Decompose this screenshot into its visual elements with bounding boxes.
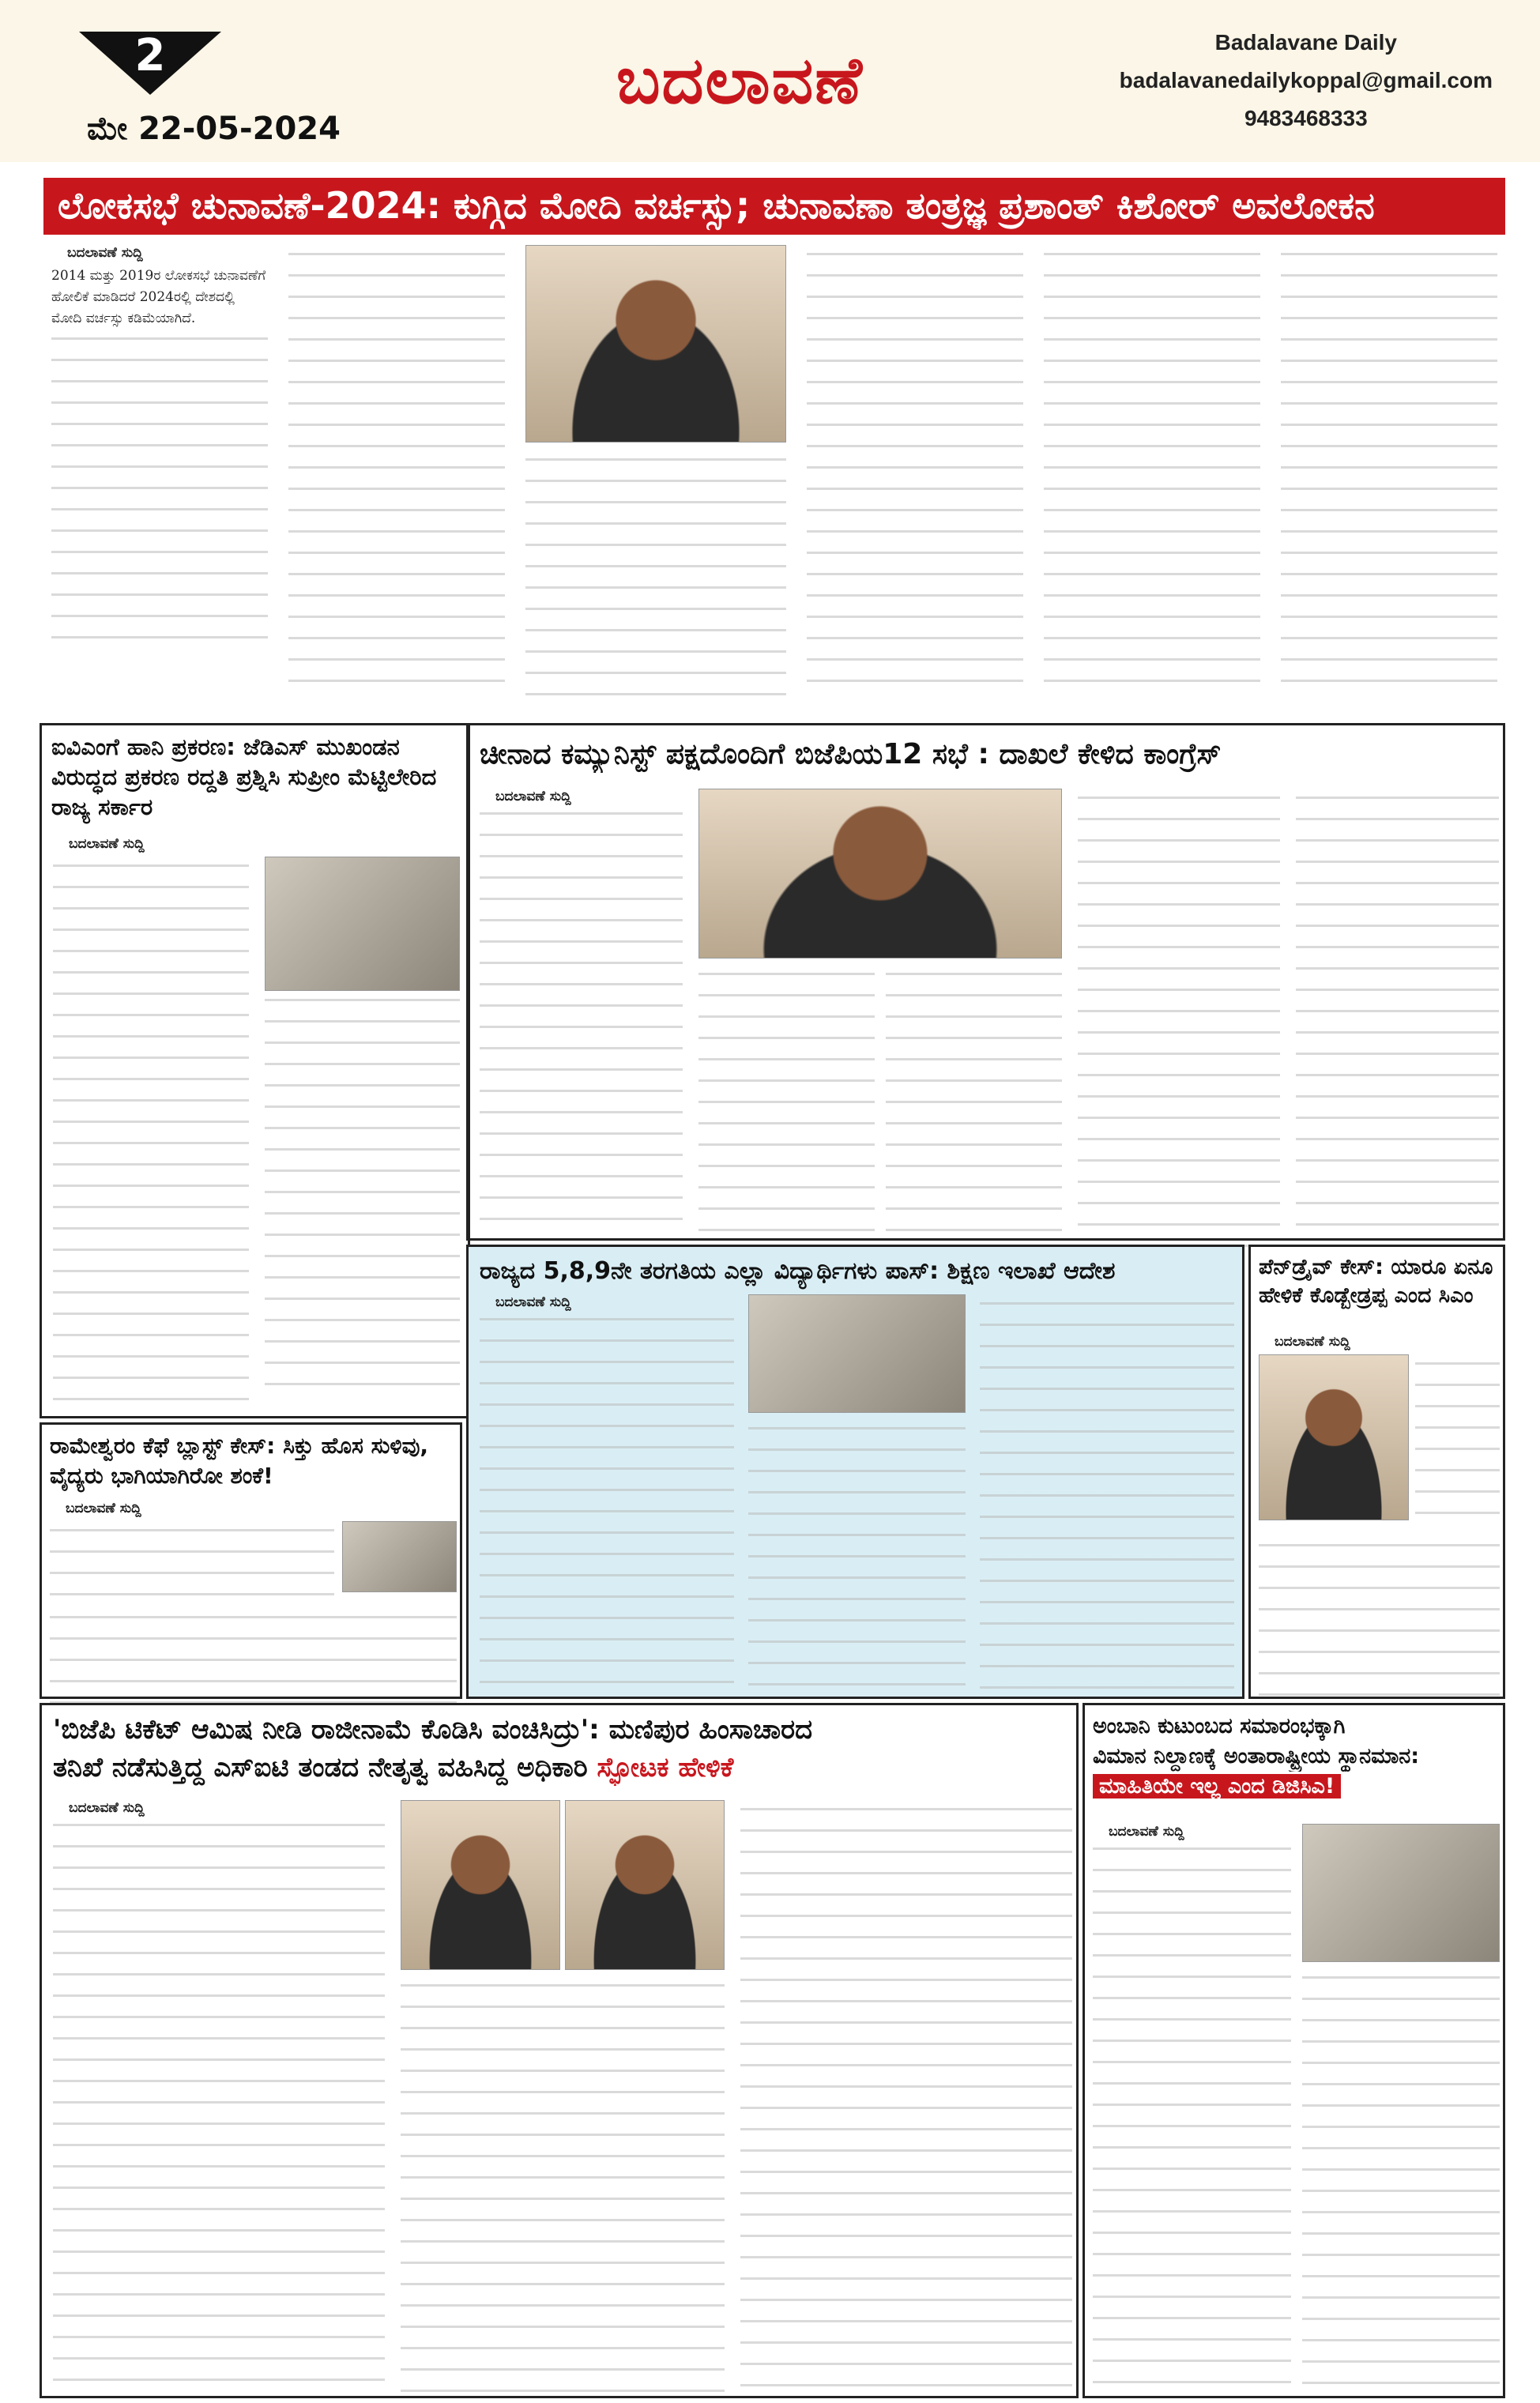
cafe-byline: ಬದಲಾವಣೆ ಸುದ್ದಿ (66, 1501, 141, 1516)
school-story (466, 1245, 1244, 1699)
evm-byline: ಬದಲಾವಣೆ ಸುದ್ದಿ (69, 836, 145, 852)
lead-byline: ಬದಲಾವಣೆ ಸುದ್ದಿ (67, 245, 143, 261)
lead-intro: 2014 ಮತ್ತು 2019ರ ಲೋಕಸಭೆ ಚುನಾವಣೆಗೆ ಹೋಲಿಕೆ ಮಾಡಿದರೆ 2024ರಲ್ಲಿ ದೇಶದಲ್ಲಿ ಮೋದಿ ವರ್ಚಸ್ಸು ಕಡಿಮೆಯಾಗಿದೆ. (51, 268, 266, 326)
pendrive-story (1248, 1245, 1505, 1699)
china-headline: ಚೀನಾದ ಕಮ್ಯುನಿಸ್ಟ್ ಪಕ್ಷದೊಂದಿಗೆ ಬಿಜೆಪಿಯ12 ಸಭೆ : ದಾಖಲೆ ಕೇಳಿದ ಕಾಂಗ್ರೆಸ್ (480, 738, 1222, 770)
airport-body (1093, 1824, 1500, 2403)
manipur-byline: ಬದಲಾವಣೆ ಸುದ್ದಿ (69, 1800, 145, 1816)
newspaper-logo: ಬದಲಾವಣೆ (616, 43, 864, 119)
lead-col-5 (1044, 245, 1260, 707)
cafe-headline: ರಾಮೇಶ್ವರಂ ಕೆಫೆ ಬ್ಲಾಸ್ಟ್ ಕೇಸ್: ಸಿಕ್ತು ಹೊಸ ಸುಳಿವು, ವೈದ್ಯರು ಭಾಗಿಯಾಗಿರೋ ಶಂಕೆ! (50, 1433, 429, 1489)
manipur-body (53, 1800, 1072, 2403)
cafe-photo (342, 1521, 457, 1592)
evm-body (53, 836, 460, 1418)
lead-article (51, 245, 1497, 707)
airport-headline-highlight: ಮಾಹಿತಿಯೇ ಇಲ್ಲ ಎಂದ ಡಿಜಿಸಿಎ! (1093, 1774, 1341, 1798)
school-headline: ರಾಜ್ಯದ 5,8,9ನೇ ತರಗತಿಯ ಎಲ್ಲಾ ವಿದ್ಯಾರ್ಥಿಗಳು ಪಾಸ್: ಶಿಕ್ಷಣ ಇಲಾಖೆ ಆದೇಶ (480, 1257, 1116, 1285)
evm-headline: ಐವಿಎಂಗೆ ಹಾನಿ ಪ್ರಕರಣ: ಜೆಡಿಎಸ್ ಮುಖಂಡನ ವಿರುದ್ಧದ ಪ್ರಕರಣ ರದ್ದತಿ ಪ್ರಶ್ನಿಸಿ ಸುಪ್ರೀಂ ಮೆಟ್ಟಿಲೇರಿದ ರಾಜ್ಯ ಸರ್ಕಾರ (51, 733, 437, 820)
pendrive-byline: ಬದಲಾವಣೆ ಸುದ್ದಿ (1275, 1334, 1350, 1350)
issue-date: ಮೇ 22-05-2024 (87, 111, 341, 147)
school-byline: ಬದಲಾವಣೆ ಸುದ್ದಿ (495, 1294, 571, 1310)
cafe-blast-story (40, 1422, 462, 1699)
manipur-headline-1: 'ಬಿಜೆಪಿ ಟಿಕೆಟ್ ಆಮಿಷ ನೀಡಿ ರಾಜೀನಾಮೆ ಕೊಡಿಸಿ ವಂಚಿಸಿದ್ರು': ಮಣಿಪುರ ಹಿಂಸಾಚಾರದ (53, 1714, 813, 1746)
lead-col-6 (1281, 245, 1497, 707)
contact-email[interactable]: badalavanedailykoppal@gmail.com (1119, 68, 1493, 92)
china-story (466, 723, 1505, 1241)
school-children-photo (748, 1294, 966, 1413)
airport-headline-2: ವಿಮಾನ ನಿಲ್ದಾಣಕ್ಕೆ ಅಂತಾರಾಷ್ಟ್ರೀಯ ಸ್ಥಾನಮಾನ: (1093, 1744, 1420, 1768)
paper-name: Badalavane Daily (1214, 30, 1397, 55)
china-body (480, 789, 1499, 1255)
china-byline: ಬದಲಾವಣೆ ಸುದ್ದಿ (495, 789, 571, 804)
cafe-body (50, 1501, 457, 1711)
lead-col-1 (51, 245, 268, 707)
airport-headline (1093, 1712, 1500, 1802)
pawan-khera-photo (698, 789, 1062, 959)
lead-photo-col (525, 245, 786, 707)
jamnagar-airport-photo (1302, 1824, 1500, 1962)
manipur-story (40, 1703, 1079, 2398)
contact-info (1120, 24, 1493, 137)
lead-col-4 (807, 245, 1023, 707)
airport-byline: ಬದಲಾವಣೆ ಸುದ್ದಿ (1109, 1824, 1184, 1840)
manipur-headline-highlight: ಸ್ಫೋಟಕ ಹೇಳಿಕೆ (597, 1752, 734, 1783)
sit-officer-photo (401, 1800, 560, 1970)
manipur-headline-2 (53, 1750, 1072, 1786)
school-body (480, 1294, 1234, 1705)
siddaramaiah-photo (1259, 1354, 1409, 1520)
airport-headline-1: ಅಂಬಾನಿ ಕುಟುಂಬದ ಸಮಾರಂಭಕ್ಕಾಗಿ (1093, 1714, 1346, 1738)
evm-story (40, 723, 470, 1418)
airport-story (1083, 1703, 1505, 2398)
pendrive-body (1259, 1334, 1500, 1710)
himanta-photo (565, 1800, 725, 1970)
supreme-court-photo (265, 857, 461, 991)
contact-phone: 9483468333 (1244, 106, 1368, 130)
pendrive-headline: ಪೆನ್‌ಡ್ರೈವ್ ಕೇಸ್: ಯಾರೂ ಏನೂ ಹೇಳಿಕೆ ಕೊಡ್ಬೇಡ್ರಪ್ಪ ಎಂದ ಸಿಎಂ (1259, 1255, 1493, 1308)
page-number: 2 (134, 30, 166, 81)
lead-headline: ಲೋಕಸಭೆ ಚುನಾವಣೆ-2024: ಕುಗ್ಗಿದ ಮೋದಿ ವರ್ಚಸ್ಸು; ಚುನಾವಣಾ ತಂತ್ರಜ್ಞ ಪ್ರಶಾಂತ್ ಕಿಶೋರ್ ಅವಲೋಕನ (43, 178, 1505, 235)
masthead (0, 0, 1540, 162)
manipur-headline-2-text: ತನಿಖೆ ನಡೆಸುತ್ತಿದ್ದ ಎಸ್‌ಐಟಿ ತಂಡದ ನೇತೃತ್ವ ವಹಿಸಿದ್ದ ಅಧಿಕಾರಿ (53, 1752, 588, 1783)
prashant-kishor-photo (525, 245, 786, 443)
lead-col-2 (288, 245, 505, 707)
